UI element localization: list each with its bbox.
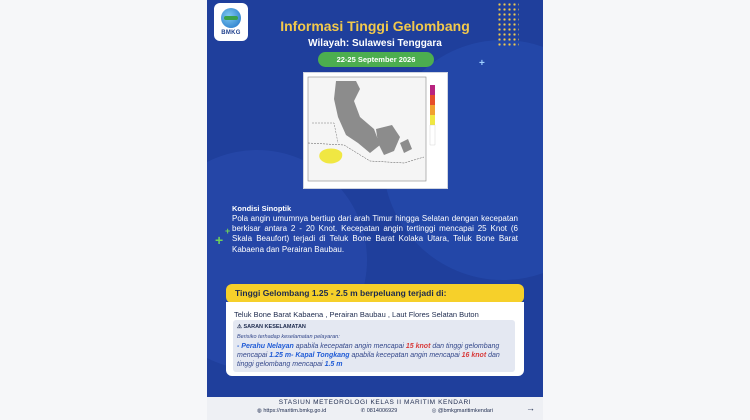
safety-text-part: dan tinggi gelombang mencapai bbox=[237, 352, 500, 368]
footer bbox=[207, 397, 543, 420]
vessel-type: - Perahu Nelayan bbox=[237, 343, 294, 350]
wave-heading: Tinggi Gelombang 1.25 - 2.5 m berpeluang terjadi di: bbox=[235, 288, 447, 298]
website-text: https://maritim.bmkg.go.id bbox=[263, 408, 327, 414]
phone-icon: ✆ bbox=[360, 408, 367, 414]
wind-threshold: 15 knot bbox=[405, 343, 431, 350]
safety-text bbox=[237, 342, 513, 369]
safety-intro: Berisiko terhadap keselamatan pelayaran: bbox=[237, 334, 340, 340]
safety-text-part: dan tinggi gelombang mencapai bbox=[237, 343, 500, 359]
next-arrow-icon[interactable]: → bbox=[526, 403, 535, 413]
social-text: @bmkgmaritimkendari bbox=[437, 408, 493, 414]
decor-plus: + bbox=[215, 232, 224, 248]
page-title: Informasi Tinggi Gelombang bbox=[280, 18, 470, 34]
date-badge: 22-25 September 2026 bbox=[318, 52, 434, 67]
wave-locations: Teluk Bone Barat Kabaena , Perairan Baubau , Laut Flores Selatan Buton bbox=[234, 310, 479, 319]
synoptic-heading: Kondisi Sinoptik bbox=[232, 204, 292, 213]
contact-row bbox=[257, 408, 493, 414]
wind-threshold: 16 knot bbox=[461, 352, 487, 359]
phone-text: 0814006929 bbox=[366, 408, 398, 414]
safety-text-part: apabila kecepatan angin mencapai bbox=[349, 352, 462, 359]
social-link[interactable] bbox=[432, 408, 493, 414]
info-poster bbox=[207, 0, 543, 420]
logo-text: BMKG bbox=[221, 30, 241, 36]
region-subtitle: Wilayah: Sulawesi Tenggara bbox=[308, 38, 442, 49]
instagram-icon: ◎ bbox=[431, 408, 438, 414]
map-graphic bbox=[304, 73, 447, 188]
wave-height-map bbox=[303, 72, 448, 189]
website-link[interactable] bbox=[257, 408, 326, 414]
warning-icon: ⚠ bbox=[237, 324, 244, 330]
decor-plus: + bbox=[479, 58, 485, 69]
decor-plus: + bbox=[225, 226, 231, 236]
synoptic-text: Pola angin umumnya bertiup dari arah Timur hingga Selatan dengan kecepatan berkisar antara 2 - 20 Knot. Kecepatan angin tertinggi mencapai 25 Knot (6 Skala Beaufort) terjadi di Teluk Bone Barat Kolaka Utara, Teluk Bone Barat Kabaena dan Perairan Baubau. bbox=[232, 214, 518, 254]
wave-threshold: 1.5 m bbox=[324, 361, 343, 368]
safety-heading bbox=[237, 324, 306, 330]
globe-icon: ◍ bbox=[257, 408, 264, 414]
vessel-type: - Kapal Tongkang bbox=[291, 352, 350, 359]
safety-text-part: apabila kecepatan angin mencapai bbox=[293, 343, 406, 350]
station-name: STASIUN METEOROLOGI KELAS II MARITIM KENDARI bbox=[278, 399, 472, 406]
phone-link[interactable] bbox=[361, 408, 398, 414]
wave-threshold: 1.25 m bbox=[269, 352, 292, 359]
safety-heading-text: SARAN KESELAMATAN bbox=[243, 324, 306, 330]
